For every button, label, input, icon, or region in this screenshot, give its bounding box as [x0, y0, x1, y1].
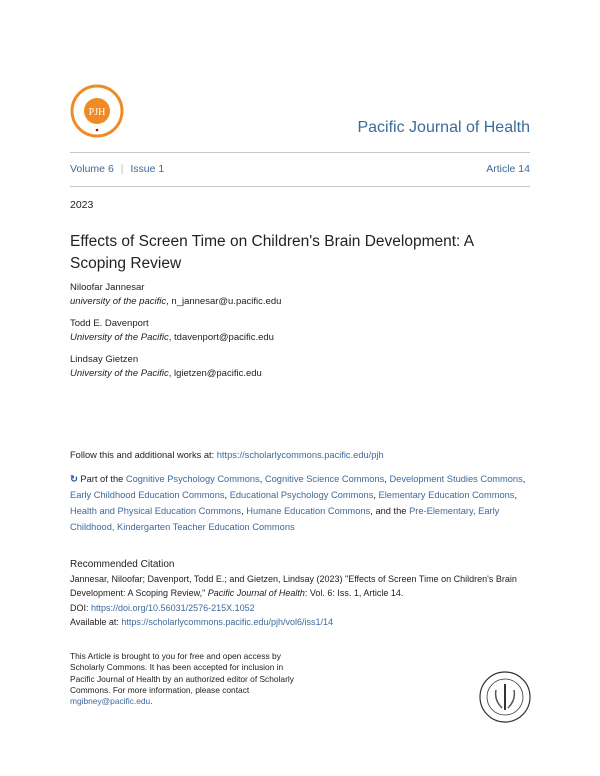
article-link[interactable]: Article 14 [486, 163, 530, 175]
divider [70, 186, 530, 187]
author-block [70, 353, 262, 380]
author-block [70, 317, 274, 344]
volume-link[interactable]: Volume 6 [70, 163, 114, 175]
commons-link[interactable]: Health and Physical Education Commons [70, 506, 242, 516]
commons-link[interactable]: Development Studies Commons [389, 474, 523, 484]
commons-link[interactable]: Educational Psychology Commons [229, 490, 374, 500]
commons-link[interactable]: Elementary Education Commons [378, 490, 515, 500]
available-link[interactable]: https://scholarlycommons.pacific.edu/pjh/vol6/iss1/14 [121, 616, 333, 627]
journal-title[interactable]: Pacific Journal of Health [357, 119, 530, 136]
citation-text: Jannesar, Niloofar; Davenport, Todd E.; and Gietzen, Lindsay (2023) "Effects of Screen Time on Children's Brain Development: A Scoping Review," Pacific Journal of Health: Vol. 6: Iss. 1, Article 14. [70, 574, 517, 599]
article-title: Effects of Screen Time on Children's Brain Development: A Scoping Review [70, 233, 474, 272]
author-name: Todd E. Davenport [70, 318, 149, 329]
author-block [70, 281, 281, 308]
divider [70, 152, 530, 153]
access-notice: This Article is brought to you for free and open access by Scholarly Commons. It has been accepted for inclusion in Pacific Journal of Health by an authorized editor of Scholarly Commons. For more information, please contact mgibney@pacific.edu. [70, 651, 294, 707]
commons-link[interactable]: Early Childhood Education Commons [70, 490, 225, 500]
collection-link[interactable]: https://scholarlycommons.pacific.edu/pjh [216, 450, 384, 460]
citation-heading: Recommended Citation [70, 559, 175, 570]
commons-link[interactable]: Humane Education Commons [246, 506, 371, 516]
svg-text:PJH: PJH [88, 107, 106, 118]
commons-link[interactable]: Pre-Elementary, Early Childhood, Kindergarten Teacher Education Commons [70, 506, 500, 532]
issue-link[interactable]: Issue 1 [130, 163, 165, 175]
volume-issue [70, 163, 164, 175]
recommended-citation: Recommended Citation Jannesar, Niloofar; Davenport, Todd E.; and Gietzen, Lindsay (2023) "Effects of Screen Time on Children's Brain Development: A Scoping Review," Pacific Journal of Health: Vol. 6: Iss. 1, Article 14. DOI: https://doi.org/10.56031/2576-215X.1052 Available at: https://scholarlycommons.pacific.edu/pjh/vol6/iss1/14 [70, 558, 530, 629]
author-affiliation: University of the Pacific, tdavenport@pacific.edu [70, 331, 274, 343]
year: 2023 [70, 199, 94, 211]
doi-link[interactable]: https://doi.org/10.56031/2576-215X.1052 [91, 602, 255, 613]
commons-link[interactable]: Cognitive Psychology Commons [125, 474, 260, 484]
university-seal [478, 670, 532, 724]
separator: | [120, 163, 124, 175]
author-name: Niloofar Jannesar [70, 282, 145, 293]
contact-email-link[interactable]: mgibney@pacific.edu [70, 696, 151, 707]
author-name: Lindsay Gietzen [70, 354, 139, 365]
commons-link[interactable]: Cognitive Science Commons [264, 474, 385, 484]
author-affiliation: University of the Pacific, lgietzen@pacific.edu [70, 367, 262, 379]
author-affiliation: university of the pacific, n_jannesar@u.pacific.edu [70, 295, 282, 307]
part-of: ↻ Part of the Cognitive Psychology Commons, Cognitive Science Commons, Development Studies Commons, Early Childhood Education Commons, Educational Psychology Commons, Elementary Education Commons, Health and Physical Education Commons, Humane Education Commons, and the Pre-Elementary, Early Childhood, Kindergarten Teacher Education Commons [70, 474, 526, 532]
network-icon: ↻ [70, 474, 78, 484]
follow-line: Follow this and additional works at: https://scholarlycommons.pacific.edu/pjh [70, 450, 384, 460]
journal-logo [70, 84, 124, 138]
